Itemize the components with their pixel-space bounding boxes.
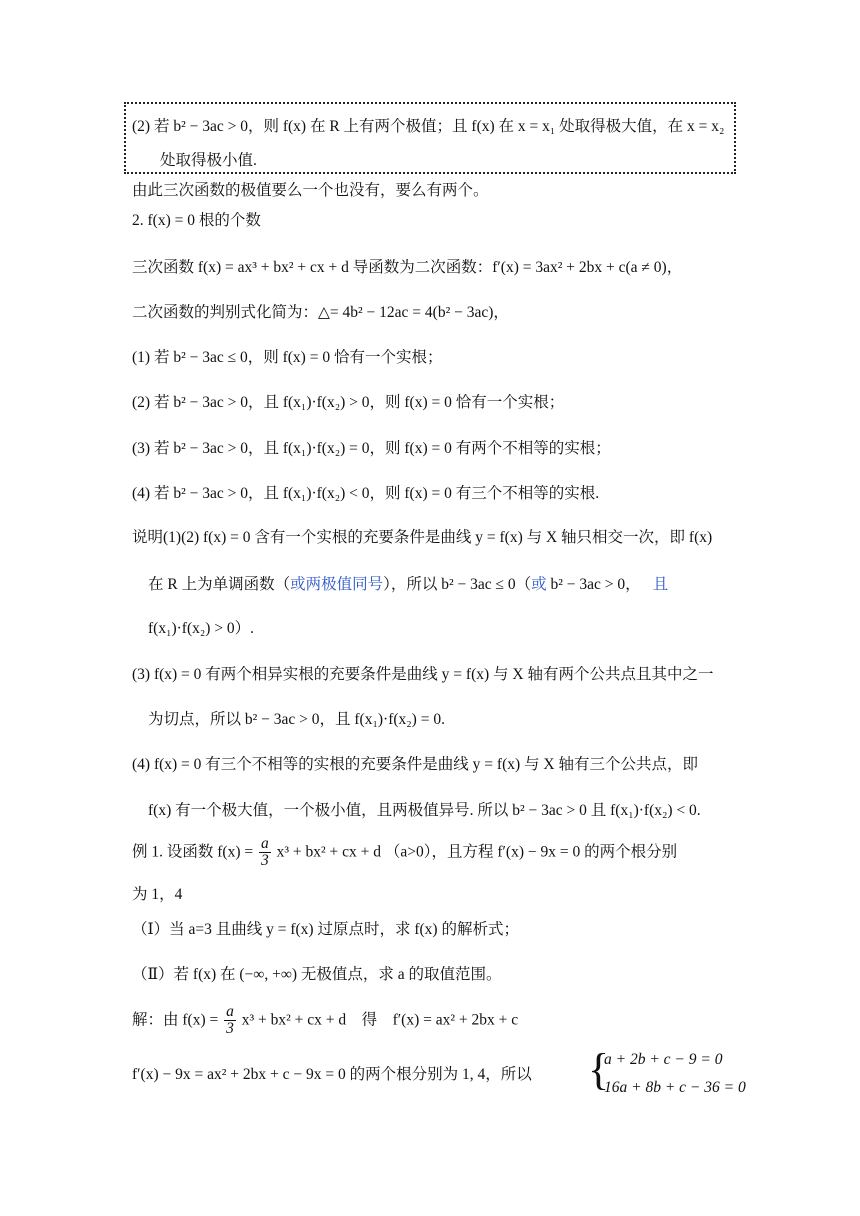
fraction-denominator: 3 <box>226 1020 234 1038</box>
solution-line-1 <box>132 1004 518 1038</box>
question-2: （Ⅱ）若 f(x) 在 (−∞, +∞) 无极值点，求 a 的取值范围。 <box>132 966 502 983</box>
system-brace: { <box>588 1045 610 1094</box>
note-highlight: 且 <box>652 576 669 593</box>
example-1-line <box>132 836 677 870</box>
system-equation-1: a + 2b + c − 9 = 0 <box>604 1051 723 1068</box>
fraction <box>224 1004 236 1038</box>
fraction-denominator: 3 <box>260 852 269 870</box>
solution-text: x³ + bx² + cx + d 得 f′(x) = ax² + 2bx + c <box>241 1011 519 1029</box>
note-line-6: (4) f(x) = 0 有三个不相等的实根的充要条件是曲线 y = f(x) 与 X 轴有三个公共点，即 <box>132 756 698 773</box>
case-4: (4) 若 b² − 3ac > 0，且 f(x₁)·f(x₂) < 0，则 f(x) = 0 有三个不相等的实根. <box>132 485 600 502</box>
note-line-7: f(x) 有一个极大值，一个极小值，且两极值异号. 所以 b² − 3ac > 0 且 f(x₁)·f(x₂) < 0. <box>148 802 701 819</box>
note-line-5: 为切点，所以 b² − 3ac > 0，且 f(x₁)·f(x₂) = 0. <box>148 711 445 728</box>
note-line-4: (3) f(x) = 0 有两个相异实根的充要条件是曲线 y = f(x) 与 X 轴有两个公共点且其中之一 <box>132 666 714 683</box>
paragraph: 由此三次函数的极值要么一个也没有，要么有两个。 <box>132 182 489 199</box>
system-equation-2: 16a + 8b + c − 36 = 0 <box>604 1079 746 1096</box>
fraction-numerator: a <box>226 1003 234 1020</box>
solution-line-2: f′(x) − 9x = ax² + 2bx + c − 9x = 0 的两个根分别为 1, 4，所以 <box>132 1066 532 1083</box>
paragraph: 二次函数的判别式化简为：△= 4b² − 12ac = 4(b² − 3ac)， <box>132 304 509 321</box>
note-highlight: 或 <box>531 576 547 593</box>
note-line-3: f(x₁)·f(x₂) > 0）. <box>148 620 255 637</box>
case-2: (2) 若 b² − 3ac > 0，且 f(x₁)·f(x₂) > 0，则 f(x) = 0 恰有一个实根； <box>132 394 565 411</box>
example-text: x³ + bx² + cx + d （a>0），且方程 f′(x) − 9x = 0 的两个根分别 <box>276 843 678 861</box>
note-text: b² − 3ac > 0， <box>546 576 641 593</box>
note-text: 在 R 上为单调函数（ <box>148 576 291 593</box>
note-line-1: 说明(1)(2) f(x) = 0 含有一个实根的充要条件是曲线 y = f(x) 与 X 轴只相交一次，即 f(x) <box>132 529 713 546</box>
example-1-line-2: 为 1，4 <box>132 886 183 903</box>
box-line-1: (2) 若 b² − 3ac > 0，则 f(x) 在 R 上有两个极值；且 f(x) 在 x = x₁ 处取得极大值，在 x = x₂ <box>132 118 725 135</box>
fraction-numerator: a <box>260 835 269 852</box>
fraction <box>259 836 271 870</box>
case-1: (1) 若 b² − 3ac ≤ 0，则 f(x) = 0 恰有一个实根； <box>132 349 443 366</box>
note-text: ），所以 b² − 3ac ≤ 0（ <box>383 576 532 593</box>
section-heading: 2. f(x) = 0 根的个数 <box>132 212 261 229</box>
case-3: (3) 若 b² − 3ac > 0，且 f(x₁)·f(x₂) = 0，则 f(x) = 0 有两个不相等的实根； <box>132 440 611 457</box>
solution-text: 解：由 f(x) = <box>132 1011 219 1029</box>
note-line-2 <box>148 576 668 595</box>
example-text: 例 1. 设函数 f(x) = <box>132 843 254 861</box>
box-line-2: 处取得极小值. <box>160 152 257 169</box>
note-highlight: 或两极值同号 <box>290 576 384 593</box>
paragraph: 三次函数 f(x) = ax³ + bx² + cx + d 导函数为二次函数：f′(x) = 3ax² + 2bx + c(a ≠ 0)， <box>132 259 683 276</box>
question-1: （Ⅰ）当 a=3 且曲线 y = f(x) 过原点时，求 f(x) 的解析式； <box>132 921 519 938</box>
